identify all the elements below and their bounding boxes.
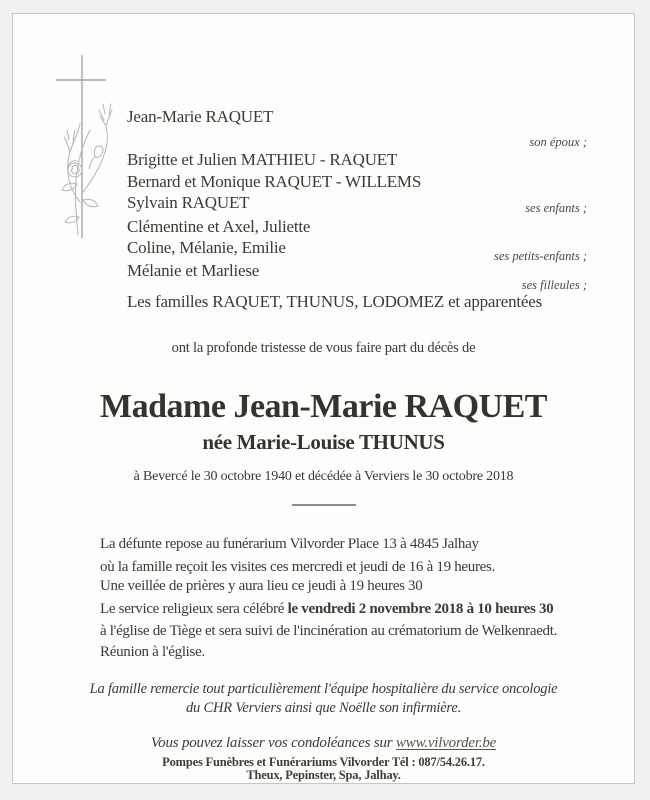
child-name-3: Sylvain RAQUET <box>127 193 250 212</box>
child-name-2: Bernard et Monique RAQUET - WILLEMS <box>127 172 422 191</box>
goddaughters-relation-label: ses filleules ; <box>521 278 587 292</box>
condolences-url: www.vilvorder.be <box>395 735 497 751</box>
service-prefix: Le service religieux sera célébré <box>100 601 288 617</box>
grandchild-line-2: Coline, Mélanie, Emilie <box>127 238 286 257</box>
thanks-line-1: La famille remercie tout particulièrement l'équipe hospitalière du service oncologie <box>89 681 558 697</box>
funeral-locations-line: Theux, Pepinster, Spa, Jalhay. <box>246 768 401 782</box>
funeral-home-line: Pompes Funèbres et Funérariums Vilvorder Tél : 087/54.26.17. <box>162 755 485 769</box>
vigil-line: Une veillée de prières y aura lieu ce jeudi à 19 heures 30 <box>100 578 423 594</box>
repose-line-2: où la famille reçoit les visites ces mercredi et jeudi de 16 à 19 heures. <box>100 559 496 575</box>
section-divider <box>292 504 356 506</box>
announcement-intro: ont la profonde tristesse de vous faire part du décès de <box>171 340 476 356</box>
husband-relation-label: son époux ; <box>529 135 587 149</box>
child-name-1: Brigitte et Julien MATHIEU - RAQUET <box>127 150 398 169</box>
service-datetime: le vendredi 2 novembre 2018 à 10 heures 30 <box>287 601 554 617</box>
grandchild-line-1: Clémentine et Axel, Juliette <box>127 217 311 236</box>
service-line-2: à l'église de Tiège et sera suivi de l'incinération au crématorium de Welkenraedt. <box>100 623 558 639</box>
condolences-line <box>12 735 635 752</box>
condolences-prefix: Vous pouvez laisser vos condoléances sur <box>150 735 396 751</box>
repose-line-1: La défunte repose au funérarium Vilvorder Place 13 à 4845 Jalhay <box>100 536 479 552</box>
life-dates: à Bevercé le 30 octobre 1940 et décédée à Verviers le 30 octobre 2018 <box>133 469 514 484</box>
children-relation-label: ses enfants ; <box>525 201 587 215</box>
grandchildren-relation-label: ses petits-enfants ; <box>493 249 587 263</box>
thanks-line-2: du CHR Verviers ainsi que Noëlle son infirmière. <box>186 700 461 716</box>
husband-name: Jean-Marie RAQUET <box>127 107 274 126</box>
deceased-name: Madame Jean-Marie RAQUET <box>100 388 547 425</box>
families-line: Les familles RAQUET, THUNUS, LODOMEZ et apparentées <box>127 292 543 311</box>
goddaughters-names: Mélanie et Marliese <box>127 261 260 280</box>
meeting-line: Réunion à l'église. <box>100 644 205 660</box>
maiden-name: née Marie-Louise THUNUS <box>202 430 445 454</box>
mourning-card <box>12 13 635 783</box>
service-line-1 <box>100 601 553 618</box>
